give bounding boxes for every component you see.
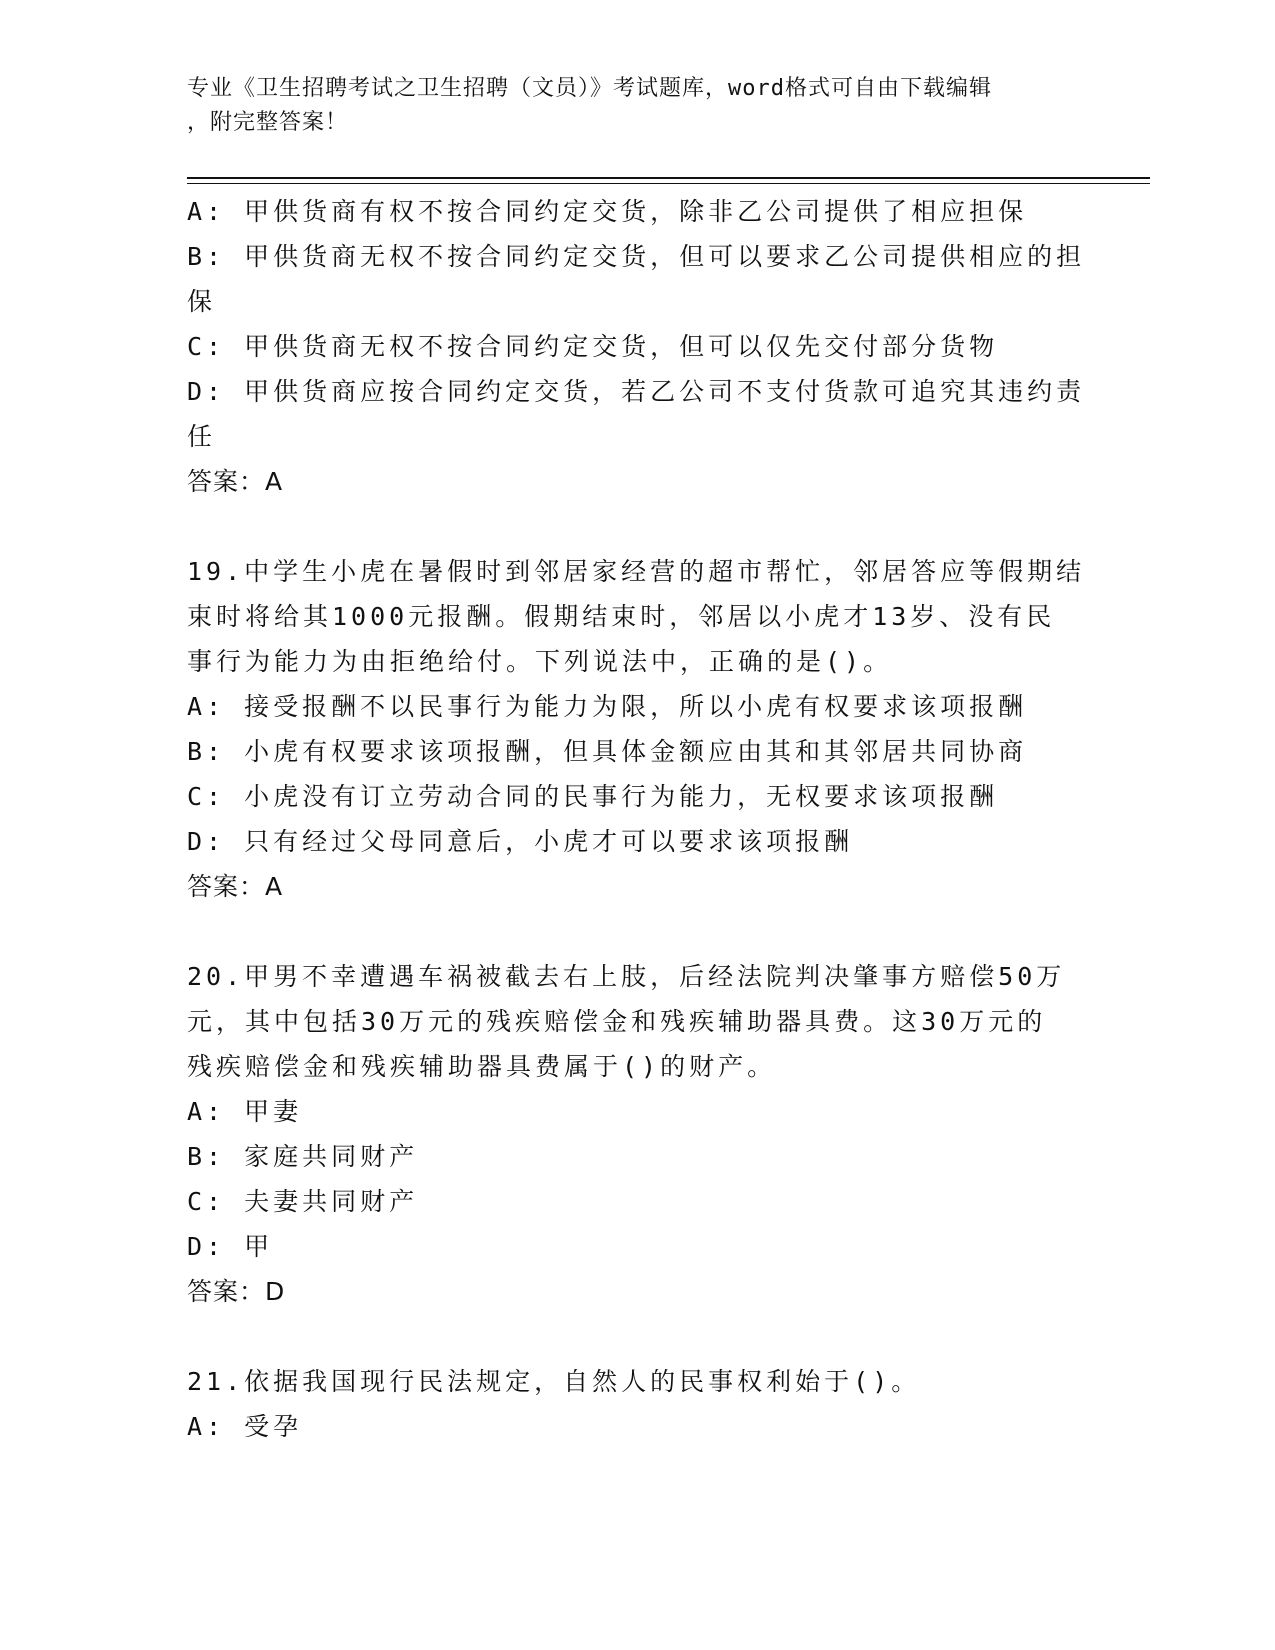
question-19	[187, 549, 1086, 909]
option-d: D: 甲供货商应按合同约定交货，若乙公司不支付货款可追究其违约责	[187, 377, 1086, 406]
header-line-2: ，附完整答案！	[187, 110, 349, 135]
option-a: A: 甲供货商有权不按合同约定交货，除非乙公司提供了相应担保	[187, 197, 1028, 226]
header-line-1: 专业《卫生招聘考试之卫生招聘（文员）》考试题库，word格式可自由下载编辑	[187, 76, 992, 101]
question-21	[187, 1359, 1077, 1449]
answer: 答案：A	[187, 467, 284, 496]
question-18-options	[187, 189, 1086, 504]
option-b: B: 小虎有权要求该项报酬，但具体金额应由其和其邻居共同协商	[187, 737, 1028, 766]
question-20	[187, 954, 1077, 1314]
option-a: A: 甲妻	[187, 1097, 303, 1126]
option-a: A: 接受报酬不以民事行为能力为限，所以小虎有权要求该项报酬	[187, 692, 1028, 721]
question-stem: 19.中学生小虎在暑假时到邻居家经营的超市帮忙，邻居答应等假期结	[187, 557, 1086, 586]
header-divider-thick	[187, 177, 1150, 179]
option-a: A: 受孕	[187, 1412, 303, 1441]
question-stem: 20.甲男不幸遭遇车祸被截去右上肢，后经法院判决肇事方赔偿50万	[187, 962, 1066, 991]
question-content	[187, 189, 1086, 1449]
header-divider-thin	[187, 183, 1150, 184]
option-d-continued: 任	[187, 422, 217, 451]
option-c: C: 甲供货商无权不按合同约定交货，但可以仅先交付部分货物	[187, 332, 999, 361]
option-d: D: 只有经过父母同意后，小虎才可以要求该项报酬	[187, 827, 854, 856]
option-d: D: 甲	[187, 1232, 274, 1261]
answer: 答案：A	[187, 872, 284, 901]
option-c: C: 夫妻共同财产	[187, 1187, 419, 1216]
option-b: B: 家庭共同财产	[187, 1142, 419, 1171]
answer: 答案：D	[187, 1277, 286, 1306]
option-c: C: 小虎没有订立劳动合同的民事行为能力，无权要求该项报酬	[187, 782, 999, 811]
question-stem: 元，其中包括30万元的残疾赔偿金和残疾辅助器具费。这30万元的	[187, 1007, 1047, 1036]
option-b: B: 甲供货商无权不按合同约定交货，但可以要求乙公司提供相应的担	[187, 242, 1086, 271]
question-stem: 21.依据我国现行民法规定，自然人的民事权利始于()。	[187, 1367, 921, 1396]
option-b-continued: 保	[187, 287, 217, 316]
document-header	[187, 72, 1087, 140]
question-stem: 事行为能力为由拒绝给付。下列说法中，正确的是()。	[187, 647, 893, 676]
question-stem: 残疾赔偿金和残疾辅助器具费属于()的财产。	[187, 1052, 777, 1081]
question-stem: 束时将给其1000元报酬。假期结束时，邻居以小虎才13岁、没有民	[187, 602, 1056, 631]
